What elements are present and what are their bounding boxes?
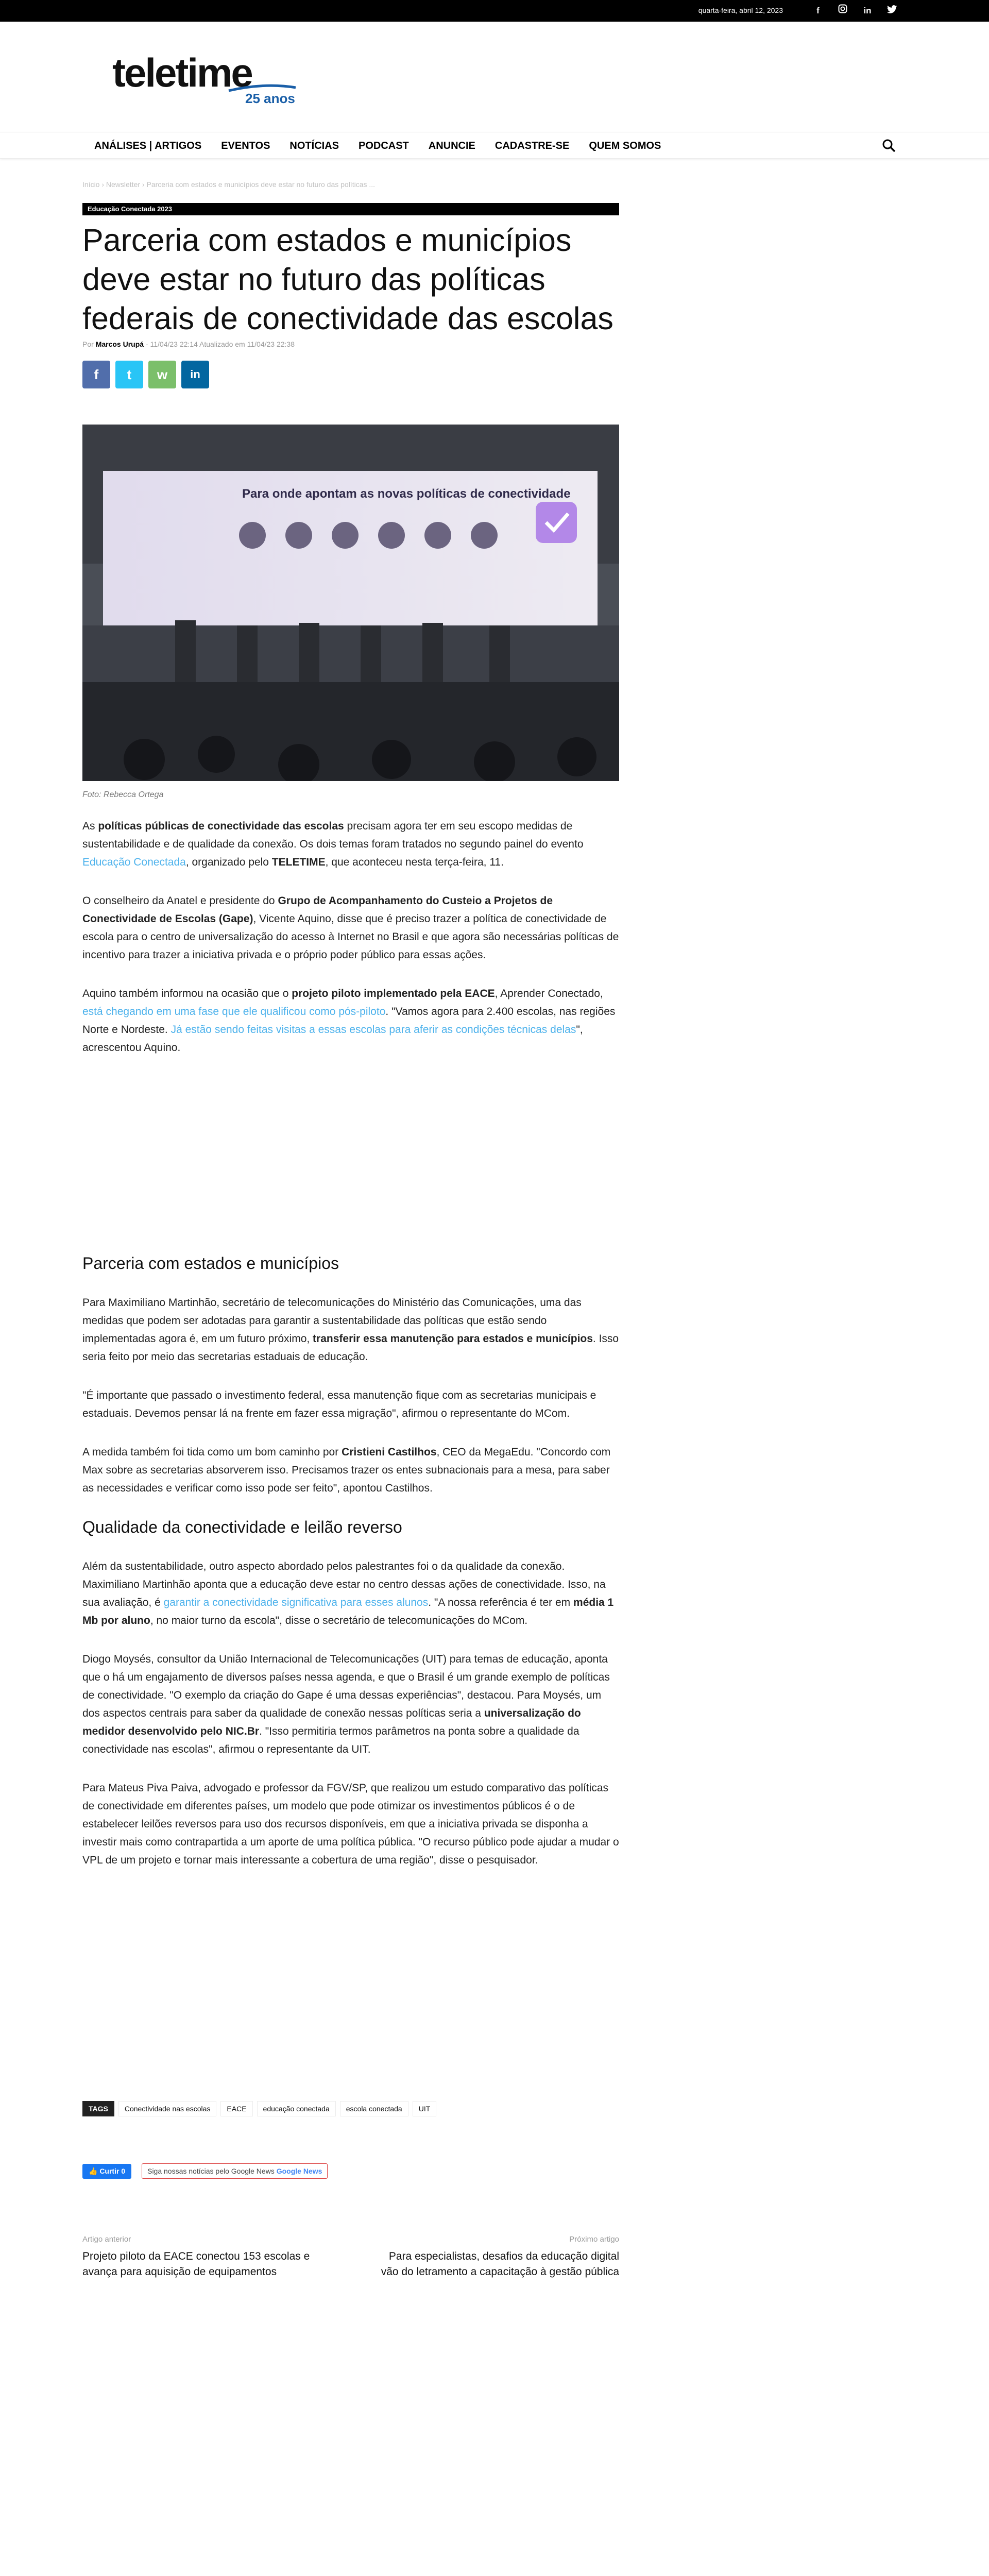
tag-item[interactable]: escola conectada — [340, 2101, 408, 2116]
share-linkedin-button[interactable]: in — [181, 361, 209, 388]
current-date: quarta-feira, abril 12, 2023 — [698, 6, 783, 14]
next-article[interactable] — [372, 2235, 619, 2280]
publish-date: - 11/04/23 22:14 — [145, 340, 198, 348]
paragraph-8: Diogo Moysés, consultor da União Internacional de Telecomunicações (UIT) para temas de educação, aponta que o há um engajamento de diversos países nessa agenda, e que o Brasil é um grande exemplo de políticas de conectividade. "O exemplo da criação do Gape é uma dessas experiências", destacou. Para Moysés, um dos aspectos centrais para saber da qualidade de conexão nessas políticas seria a universalização do medidor desenvolvido pelo NIC.Br. "Isso permitiria termos parâmetros na ponta sobre a qualidade da conectividade nas escolas", afirmou o representante da UIT. — [82, 1653, 610, 1755]
logo-text: teletime — [112, 50, 252, 95]
paragraph-7: Além da sustentabilidade, outro aspecto abordado pelos palestrantes foi o da qualidade da conexão. Maximiliano Martinhão aponta que a educação deve estar no centro dessas ações de conectividade. Isso, na sua avaliação, é garantir a conectividade significativa para esses alunos. "A nossa referência é ter em média 1 Mb por aluno, no maior turno da escola", disse o secretário de telecomunicações do MCom. — [82, 1561, 614, 1626]
article-meta: Por Marcos Urupá - 11/04/23 22:14 Atualizado em 11/04/23 22:38 — [82, 340, 295, 348]
next-title[interactable]: Para especialistas, desafios da educação digital vão do letramento a capacitação à gestão pública — [381, 2250, 619, 2278]
paragraph-6: A medida também foi tida como um bom caminho por Cristieni Castilhos, CEO da MegaEdu. "Concordo com Max sobre as secretarias absorverem isso. Precisamos trazer os entes subnacionais para a mesa, para saber as necessidades e verificar como isso pode ser feito", apontou Castilhos. — [82, 1446, 611, 1494]
nav-item-podcast[interactable]: PODCAST — [358, 140, 409, 151]
facebook-like-button[interactable]: 👍 Curtir 0 — [82, 2164, 131, 2179]
social-row — [82, 2163, 328, 2179]
breadcrumb[interactable]: Início › Newsletter › Parceria com estados e municípios deve estar no futuro das políticas ... — [82, 180, 376, 189]
tags-label: TAGS — [82, 2101, 114, 2116]
nav-item-cadastre[interactable]: CADASTRE-SE — [494, 140, 570, 151]
section-heading-1: Parceria com estados e municípios — [82, 1254, 339, 1273]
top-bar — [0, 0, 989, 22]
article-title: Parceria com estados e municípios deve estar no futuro das políticas federais de conectividade das escolas — [82, 223, 613, 336]
paragraph-3: Aquino também informou na ocasião que o projeto piloto implementado pela EACE, Aprender Conectado, está chegando em uma fase que ele qualificou como pós-piloto. "Vamos agora para 2.400 escolas, nas regiões Norte e Nordeste. Já estão sendo feitas visitas a essas escolas para aferir as condições técnicas delas", acrescentou Aquino. — [82, 988, 616, 1054]
tag-item[interactable]: EACE — [220, 2101, 252, 2116]
paragraph-9: Para Mateus Piva Paiva, advogado e professor da FGV/SP, que realizou um estudo comparativo das políticas de conectividade em diferentes países, um modelo que pode otimizar os investimentos públicos é o de estabelecer leilões reversos para uso dos recursos disponíveis, em que a iniciativa privada se disponha a investir mais como contrapartida a um aporte de uma política pública. "O recurso público pode ajudar a mudar o VPL de um projeto e tornar mais interessante a cobertura de uma região", disse o pesquisador. — [82, 1782, 619, 1866]
prev-title[interactable]: Projeto piloto da EACE conectou 153 escolas e avança para aquisição de equipamentos — [82, 2250, 310, 2278]
google-news-button[interactable]: Siga nossas notícias pelo Google News Google News — [142, 2163, 328, 2179]
nav-item-analises[interactable]: ANÁLISES | ARTIGOS — [94, 140, 202, 151]
visits-link[interactable]: Já estão sendo feitas visitas a essas escolas para aferir as condições técnicas delas — [170, 1024, 576, 1036]
tag-item[interactable]: Conectividade nas escolas — [118, 2101, 217, 2116]
updated-date: Atualizado em 11/04/23 22:38 — [199, 340, 295, 348]
share-twitter-button[interactable]: t — [115, 361, 143, 388]
tag-item[interactable]: UIT — [413, 2101, 437, 2116]
share-facebook-button[interactable]: f — [82, 361, 110, 388]
top-social-links — [811, 4, 899, 18]
main-navigation — [0, 132, 989, 159]
site-logo[interactable] — [110, 46, 316, 108]
paragraph-4: Para Maximiliano Martinhão, secretário de telecomunicações do Ministério das Comunicações, uma das medidas que podem ser adotadas para garantir a sustentabilidade das políticas que estão sendo implementadas agora é, em um futuro próximo, transferir essa manutenção para estados e municípios. Isso seria feito por meio das secretarias estaduais de educação. — [82, 1297, 619, 1363]
nav-item-anuncie[interactable]: ANUNCIE — [428, 140, 475, 151]
next-label: Próximo artigo — [569, 2235, 619, 2244]
pilot-link[interactable]: está chegando em uma fase que ele qualificou como pós-piloto — [82, 1006, 386, 1018]
instagram-icon[interactable] — [836, 4, 849, 18]
connectivity-link[interactable]: garantir a conectividade significativa para esses alunos — [163, 1597, 429, 1608]
section-heading-2: Qualidade da conectividade e leilão reverso — [82, 1518, 402, 1536]
share-whatsapp-button[interactable]: w — [148, 361, 176, 388]
category-label[interactable]: Educação Conectada 2023 — [82, 203, 619, 215]
linkedin-icon[interactable]: in — [863, 6, 872, 15]
photo-caption: Foto: Rebecca Ortega — [82, 790, 164, 799]
nav-item-quem-somos[interactable]: QUEM SOMOS — [589, 140, 661, 151]
event-link[interactable]: Educação Conectada — [82, 856, 186, 868]
photo-heading: Para onde apontam as novas políticas de conectividade — [242, 487, 571, 501]
author-link[interactable]: Marcos Urupá — [95, 340, 144, 348]
paragraph-1: As políticas públicas de conectividade das escolas precisam agora ter em seu escopo medidas de sustentabilidade e de qualidade da conexão. Os dois temas foram tratados no segundo painel do evento Educação Conectada, organizado pelo TELETIME, que aconteceu nesta terça-feira, 11. — [82, 820, 584, 868]
prev-label: Artigo anterior — [82, 2235, 131, 2244]
prev-article[interactable] — [82, 2235, 330, 2280]
twitter-icon[interactable] — [885, 4, 899, 18]
article-body — [82, 817, 619, 1077]
logo-sub: 25 anos — [245, 91, 295, 106]
paragraph-5: "É importante que passado o investimento federal, essa manutenção fique com as secretarias municipais e estaduais. Devemos pensar lá na frente em fazer essa migração", afirmou o representante do MCom. — [82, 1389, 596, 1419]
nav-item-noticias[interactable]: NOTÍCIAS — [289, 140, 339, 151]
share-buttons — [82, 361, 209, 388]
article-body-continued — [82, 1254, 619, 1890]
paragraph-2: O conselheiro da Anatel e presidente do Grupo de Acompanhamento do Custeio a Projetos de Conectividade de Escolas (Gape), Vicente Aquino, disse que é preciso trazer a política de conectividade de escola para o centro de universalização do acesso à Internet no Brasil e que agora são necessárias políticas de incentivo para trazer a iniciativa privada e o próprio poder público para essas ações. — [82, 895, 619, 961]
article-photo — [82, 425, 619, 781]
nav-item-eventos[interactable]: EVENTOS — [221, 140, 270, 151]
search-icon[interactable] — [882, 139, 896, 153]
facebook-icon[interactable]: f — [816, 6, 820, 15]
tag-item[interactable]: educação conectada — [257, 2101, 336, 2116]
tags-row — [82, 2101, 436, 2116]
